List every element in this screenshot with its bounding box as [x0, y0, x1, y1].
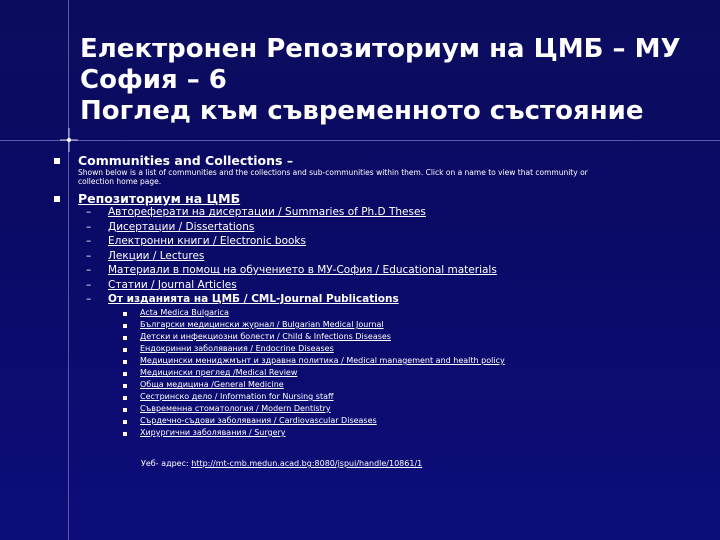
bullet-square-icon — [123, 408, 127, 412]
publication-link[interactable]: Медицински преглед /Medical Review — [140, 368, 298, 377]
web-address-link[interactable]: http://mt-cmb.medun.acad.bg:8080/jspui/handle/10861/1 — [191, 459, 423, 468]
bullet-square-icon — [123, 348, 127, 352]
title-line-1: Електронен Репозиториум на ЦМБ – МУ — [80, 34, 681, 64]
communities-description — [78, 168, 688, 186]
bullet-square-icon — [123, 384, 127, 388]
decorative-horizontal-line — [0, 140, 720, 141]
title-line-2: София – 6 — [80, 65, 227, 95]
bullet-square-icon — [54, 158, 60, 164]
dash-bullet: – — [86, 278, 92, 291]
bullet-square-icon — [54, 196, 60, 202]
slide-title — [80, 34, 700, 127]
collection-link-cml-publications[interactable]: От изданията на ЦМБ / CML-Journal Publications — [108, 293, 399, 305]
bullet-square-icon — [123, 324, 127, 328]
bullet-square-icon — [123, 396, 127, 400]
repository-heading: Репозиториум на ЦМБ — [78, 191, 241, 206]
bullet-square-icon — [123, 420, 127, 424]
publication-link[interactable]: Медицински мениджмънт и здравна политика / Medical management and health policy — [140, 356, 505, 365]
publication-link[interactable]: Acta Medica Bulgarica — [140, 308, 229, 317]
decorative-vertical-line — [68, 0, 69, 540]
dash-bullet: – — [86, 249, 92, 262]
bullet-square-icon — [123, 336, 127, 340]
sparkle-icon — [60, 128, 78, 152]
bullet-square-icon — [123, 432, 127, 436]
bullet-square-icon — [123, 360, 127, 364]
collection-link-lectures[interactable]: Лекции / Lectures — [108, 249, 205, 262]
web-address-label: Уеб- адрес: — [141, 459, 192, 468]
publication-link[interactable]: Хирургични заболявания / Surgery — [140, 428, 286, 437]
bullet-square-icon — [123, 372, 127, 376]
dash-bullet: – — [86, 235, 92, 247]
description-line: Shown below is a list of communities and the collections and sub-communities within them. Click on a name to view that community or — [78, 168, 588, 177]
publication-link[interactable]: Сърдечно-съдови заболявания / Cardiovascular Diseases — [140, 416, 377, 425]
publication-link[interactable]: Съвременна стоматология / Modern Dentistry — [140, 404, 331, 413]
collection-link-educational[interactable]: Материали в помощ на обучението в МУ-София / Educational materials — [108, 264, 497, 276]
collection-link-summaries[interactable]: Автореферати на дисертации / Summaries of Ph.D Theses — [108, 206, 426, 218]
dash-bullet: – — [86, 264, 92, 276]
publication-link[interactable]: Детски и инфекциозни болести / Child & Infections Diseases — [140, 332, 391, 341]
web-address — [141, 459, 422, 468]
publication-link[interactable]: Български медицински журнал / Bulgarian Medical Journal — [140, 320, 384, 329]
collection-link-ebooks[interactable]: Електронни книги / Electronic books — [108, 235, 306, 247]
dash-bullet: – — [86, 206, 92, 218]
publication-link[interactable]: Сестринско дело / Information for Nursing staff — [140, 392, 334, 401]
collection-link-dissertations[interactable]: Дисертации / Dissertations — [108, 220, 255, 233]
dash-bullet: – — [86, 293, 92, 305]
description-line: collection home page. — [78, 177, 162, 186]
communities-heading: Communities and Collections – — [78, 153, 294, 168]
title-line-3: Поглед към съвременното състояние — [80, 96, 644, 126]
publication-link[interactable]: Обща медицина /General Medicine — [140, 380, 284, 389]
collection-link-articles[interactable]: Статии / Journal Articles — [108, 278, 237, 291]
dash-bullet: – — [86, 220, 92, 233]
publication-link[interactable]: Ендокринни заболявания / Endocrine Diseases — [140, 344, 334, 353]
bullet-square-icon — [123, 312, 127, 316]
